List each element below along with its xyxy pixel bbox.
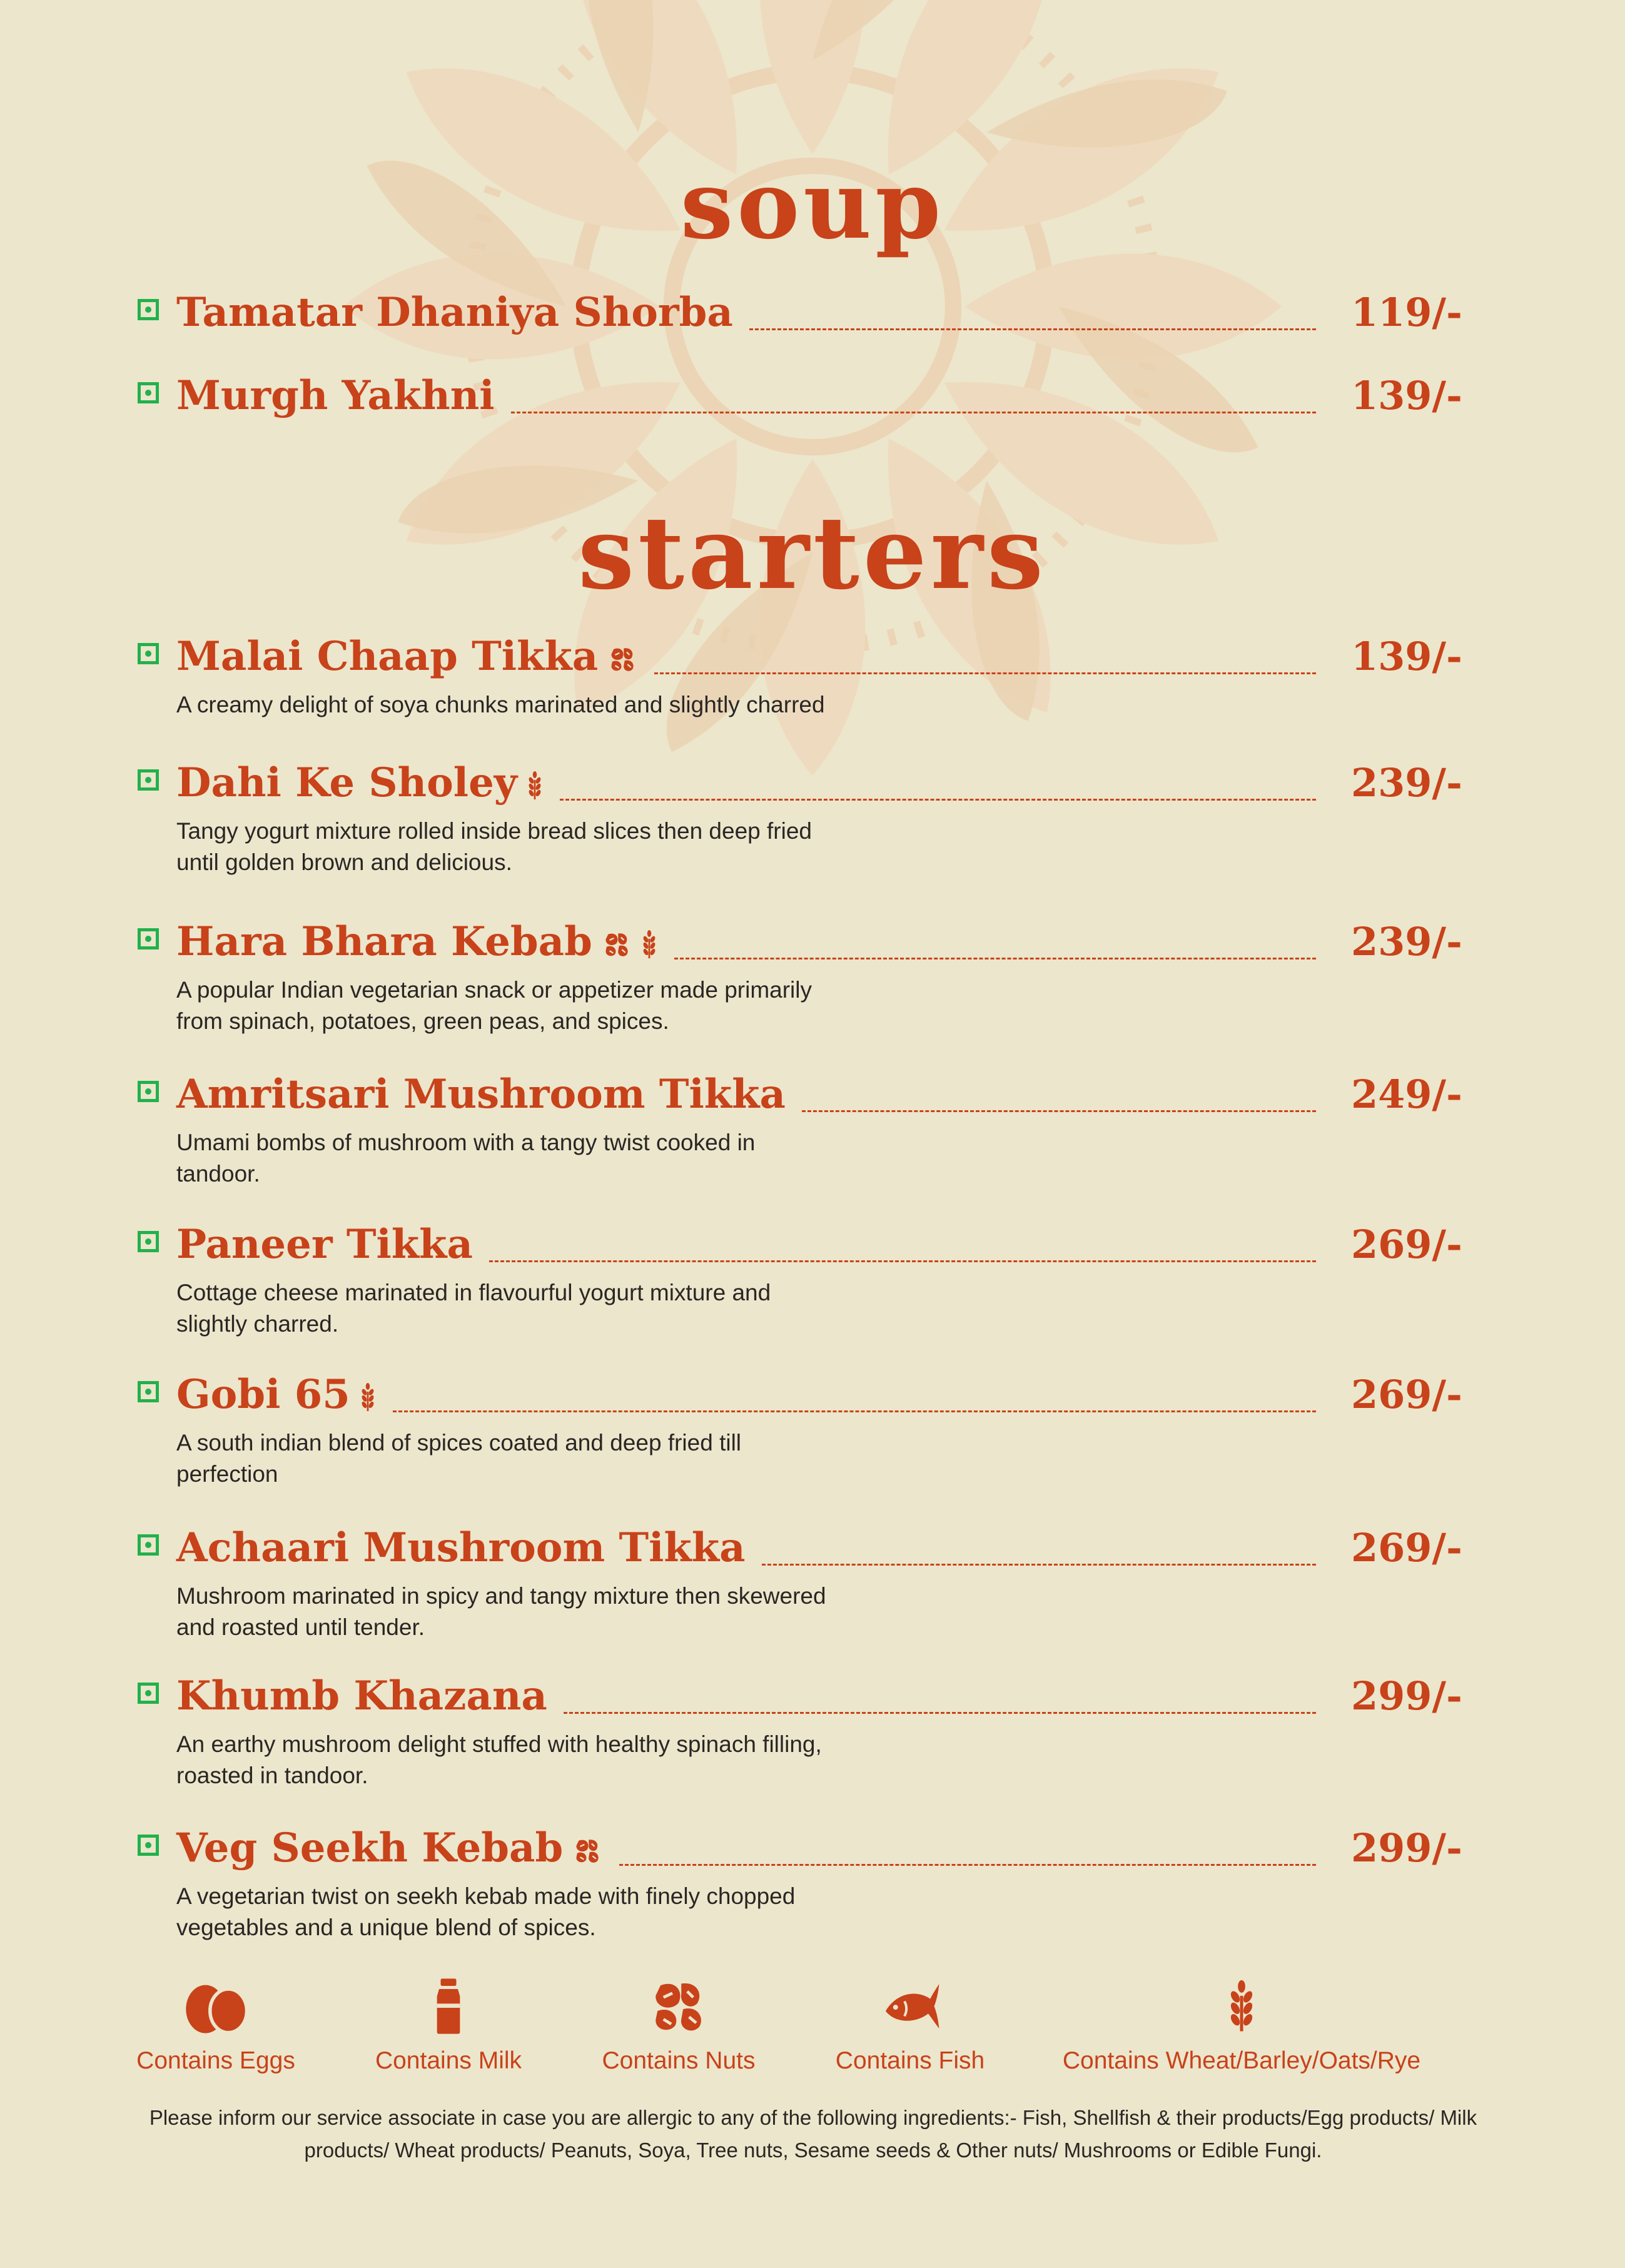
item-price: 249/- bbox=[1351, 1071, 1462, 1117]
menu-item-row bbox=[138, 911, 1462, 973]
veg-icon bbox=[138, 1683, 159, 1704]
menu-item bbox=[138, 752, 1462, 878]
legend-item bbox=[602, 1977, 756, 2075]
menu-item-row bbox=[138, 752, 1462, 814]
item-name: Gobi 65 bbox=[176, 1371, 350, 1418]
menu-item bbox=[138, 365, 1462, 427]
item-price: 299/- bbox=[1351, 1825, 1462, 1871]
legend-item bbox=[1063, 1977, 1420, 2075]
veg-icon bbox=[138, 769, 159, 791]
wheat-icon bbox=[359, 1383, 377, 1412]
milk-icon bbox=[433, 1977, 464, 2036]
menu-item-row bbox=[138, 365, 1462, 427]
allergen-icons bbox=[526, 752, 544, 814]
nuts-icon bbox=[607, 645, 638, 674]
menu-item-row bbox=[138, 281, 1462, 344]
item-price: 269/- bbox=[1351, 1525, 1462, 1571]
item-description: Umami bombs of mushroom with a tangy twist cooked in tandoor. bbox=[176, 1130, 756, 1187]
dotted-leader bbox=[674, 958, 1316, 959]
menu-item bbox=[138, 625, 1462, 721]
menu-item bbox=[138, 1517, 1462, 1643]
dotted-leader bbox=[564, 1712, 1316, 1714]
item-name: Paneer Tikka bbox=[176, 1221, 473, 1268]
item-name: Achaari Mushroom Tikka bbox=[176, 1524, 746, 1571]
menu-item bbox=[138, 911, 1462, 1037]
veg-icon bbox=[138, 1081, 159, 1102]
fish-icon bbox=[881, 1977, 940, 2036]
menu-item-row bbox=[138, 1364, 1462, 1426]
menu-item-row bbox=[138, 1063, 1462, 1126]
item-description: A south indian blend of spices coated and deep fried till perfection bbox=[176, 1430, 742, 1487]
item-name: Dahi Ke Sholey bbox=[176, 759, 517, 806]
item-name: Hara Bhara Kebab bbox=[176, 918, 592, 965]
menu-item bbox=[138, 1063, 1462, 1190]
veg-icon bbox=[138, 928, 159, 949]
menu-item-row bbox=[138, 1213, 1462, 1276]
nuts-icon bbox=[572, 1836, 603, 1865]
item-price: 299/- bbox=[1351, 1673, 1462, 1719]
menu-item-row bbox=[138, 1817, 1462, 1880]
veg-icon bbox=[138, 1534, 159, 1556]
wheat-icon bbox=[640, 930, 658, 959]
legend-label: Contains Wheat/Barley/Oats/Rye bbox=[1062, 2047, 1421, 2074]
item-price: 239/- bbox=[1351, 919, 1462, 964]
item-description: Mushroom marinated in spicy and tangy mixture then skewered and roasted until tender. bbox=[176, 1583, 826, 1640]
dotted-leader bbox=[762, 1564, 1316, 1566]
veg-icon bbox=[138, 382, 159, 403]
dotted-leader bbox=[560, 799, 1316, 801]
item-price: 239/- bbox=[1351, 760, 1462, 806]
legend-item bbox=[375, 1977, 522, 2075]
legend-item bbox=[836, 1977, 985, 2075]
veg-icon bbox=[138, 299, 159, 320]
menu-item bbox=[138, 1213, 1462, 1340]
item-name: Malai Chaap Tikka bbox=[176, 633, 599, 680]
allergen-icons bbox=[359, 1364, 377, 1426]
allergen-icons bbox=[572, 1817, 603, 1880]
legend-item bbox=[136, 1977, 295, 2075]
item-description: A vegetarian twist on seekh kebab made with finely chopped vegetables and a unique blend of spices. bbox=[176, 1883, 796, 1940]
item-description: An earthy mushroom delight stuffed with healthy spinach filling, roasted in tandoor. bbox=[176, 1731, 822, 1788]
item-description: Tangy yogurt mixture rolled inside bread slices then deep fried until golden brown and delicious. bbox=[176, 818, 812, 875]
item-name: Murgh Yakhni bbox=[176, 372, 495, 419]
item-price: 139/- bbox=[1351, 634, 1462, 679]
menu-item bbox=[138, 1817, 1462, 1943]
item-price: 119/- bbox=[1351, 290, 1462, 335]
allergen-icons bbox=[601, 911, 658, 973]
dotted-leader bbox=[511, 412, 1316, 413]
dotted-leader bbox=[749, 328, 1316, 330]
menu-item bbox=[138, 281, 1462, 344]
item-price: 269/- bbox=[1351, 1222, 1462, 1267]
wheat-icon bbox=[526, 771, 544, 800]
allergen-icons bbox=[607, 625, 638, 688]
eggs-icon bbox=[181, 1977, 250, 2036]
item-description: A popular Indian vegetarian snack or appetizer made primarily from spinach, potatoes, green peas, and spices. bbox=[176, 977, 812, 1034]
item-name: Veg Seekh Kebab bbox=[176, 1825, 564, 1871]
menu-item bbox=[138, 1665, 1462, 1791]
dotted-leader bbox=[393, 1410, 1316, 1412]
legend-label: Contains Milk bbox=[375, 2047, 522, 2074]
dotted-leader bbox=[802, 1110, 1316, 1112]
item-price: 139/- bbox=[1351, 373, 1462, 418]
item-description: Cottage cheese marinated in flavourful yogurt mixture and slightly charred. bbox=[176, 1280, 771, 1337]
item-price: 269/- bbox=[1351, 1372, 1462, 1417]
section-title-starters: starters bbox=[577, 494, 1048, 612]
section-title-soup: soup bbox=[680, 150, 945, 260]
legend-label: Contains Eggs bbox=[136, 2047, 295, 2074]
item-name: Tamatar Dhaniya Shorba bbox=[176, 289, 733, 336]
dotted-leader bbox=[619, 1864, 1316, 1866]
allergy-note: Please inform our service associate in case you are allergic to any of the following ingredients:- Fish, Shellfish & their products/Egg products/ Milk products/ Wheat products/ Peanuts, Soya, Tree nuts, Sesame seeds & Other nuts/ Mushrooms or Edible Fungi. bbox=[149, 2106, 1477, 2162]
dotted-leader bbox=[654, 672, 1316, 674]
legend-label: Contains Nuts bbox=[602, 2047, 756, 2074]
legend-label: Contains Fish bbox=[835, 2047, 985, 2074]
nuts-icon bbox=[649, 1977, 708, 2036]
wheat-icon bbox=[1226, 1977, 1257, 2036]
item-description: A creamy delight of soya chunks marinated and slightly charred bbox=[176, 692, 825, 717]
menu-item-row bbox=[138, 1665, 1462, 1728]
nuts-icon bbox=[601, 930, 632, 959]
veg-icon bbox=[138, 643, 159, 664]
veg-icon bbox=[138, 1381, 159, 1402]
item-name: Khumb Khazana bbox=[176, 1673, 547, 1719]
dotted-leader bbox=[489, 1260, 1316, 1262]
menu-item bbox=[138, 1364, 1462, 1490]
menu-item-row bbox=[138, 1517, 1462, 1579]
veg-icon bbox=[138, 1835, 159, 1856]
menu-item-row bbox=[138, 625, 1462, 688]
item-name: Amritsari Mushroom Tikka bbox=[176, 1071, 786, 1118]
veg-icon bbox=[138, 1231, 159, 1252]
